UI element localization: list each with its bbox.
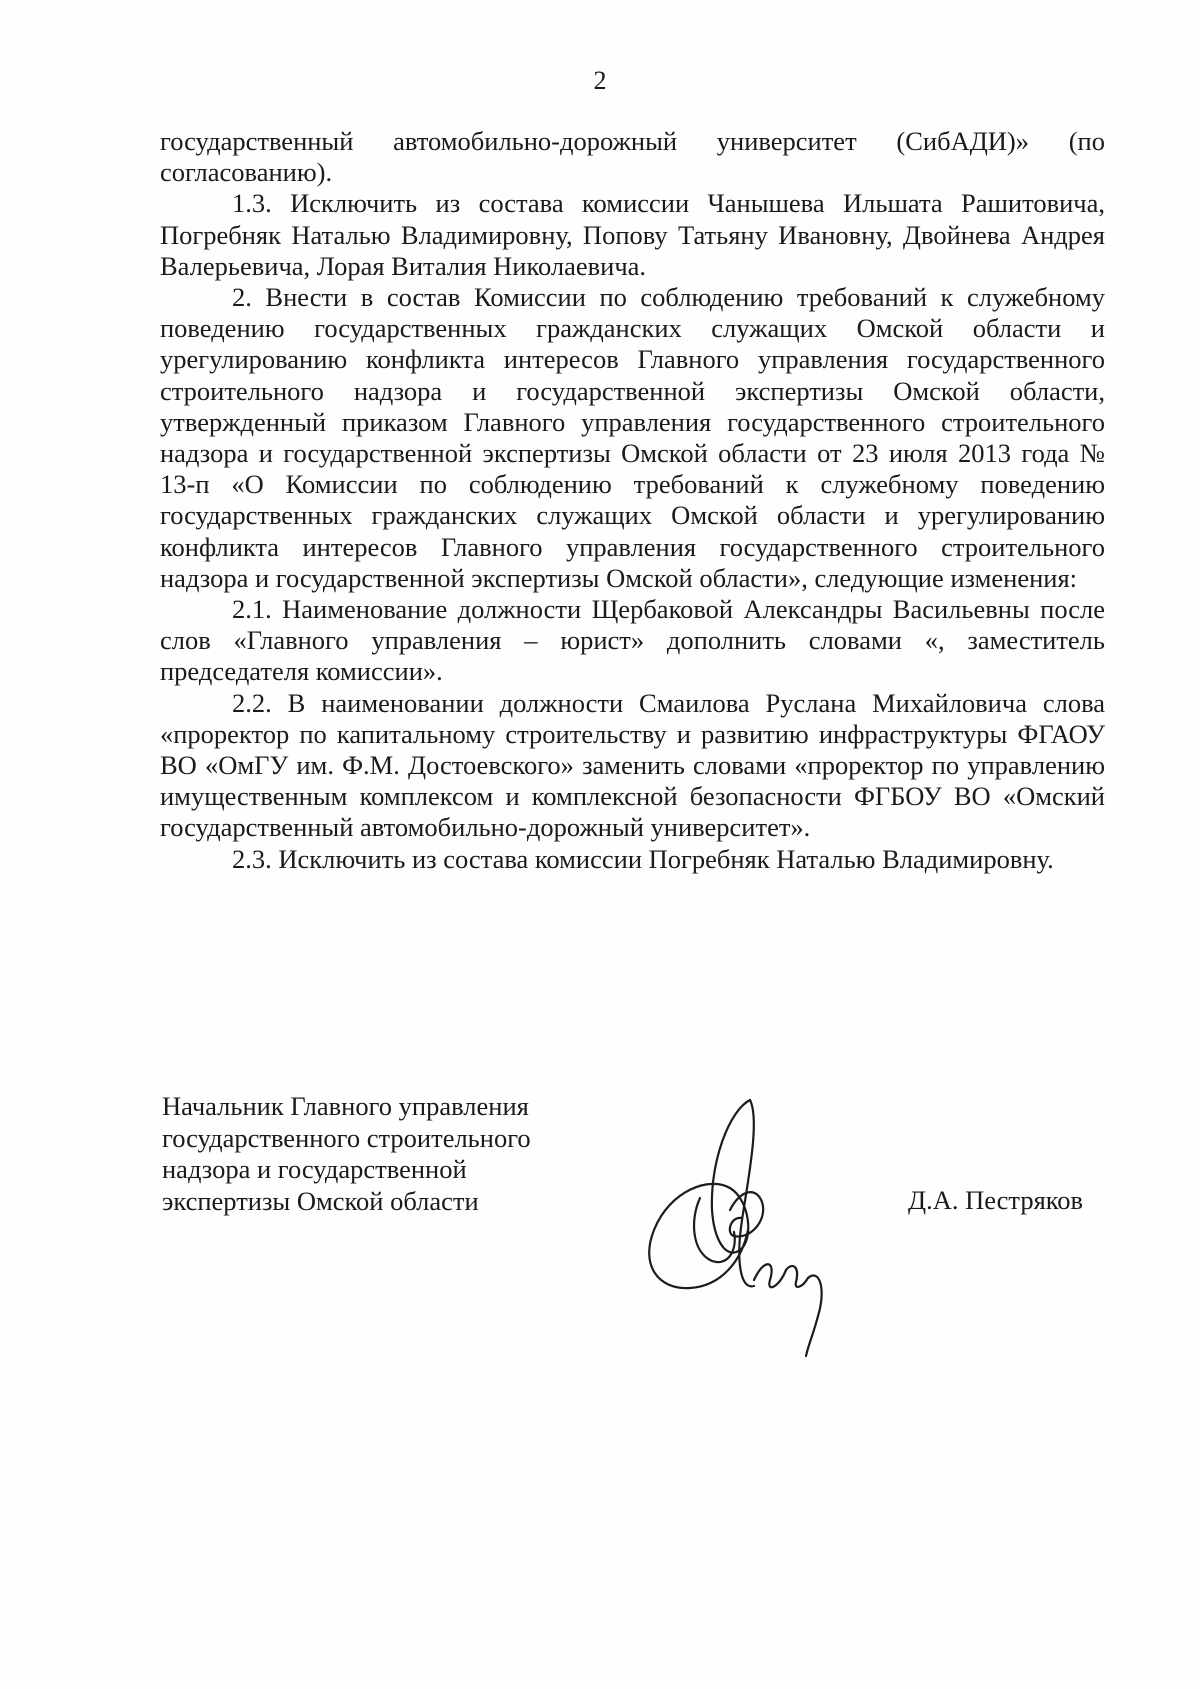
paragraph-continuation: государственный автомобильно-дорожный университет (СибАДИ)» (по согласованию). [160, 126, 1105, 188]
signatory-title-line: Начальник Главного управления [162, 1091, 529, 1121]
signatory-title-line: надзора и государственной [162, 1154, 467, 1184]
paragraph-2-1: 2.1. Наименование должности Щербаковой Александры Васильевны после слов «Главного управления – юрист» дополнить словами «, заместитель председателя комиссии». [160, 594, 1105, 687]
handwritten-signature [630, 1090, 860, 1360]
signatory-title [162, 1091, 531, 1217]
signatory-title-line: экспертизы Омской области [162, 1185, 479, 1216]
paragraph-2: 2. Внести в состав Комиссии по соблюдению требований к служебному поведению государственных гражданских служащих Омской области и урегулированию конфликта интересов Главного управления государственного строительного надзора и государственной экспертизы Омской области, утвержденный приказом Главного управления государственного строительного надзора и государственной экспертизы Омской области от 23 июля 2013 года № 13-п «О Комиссии по соблюдению требований к служебному поведению государственных гражданских служащих Омской области и урегулированию конфликта интересов Главного управления государственного строительного надзора и государственной экспертизы Омской области», следующие изменения: [160, 282, 1105, 593]
paragraph-2-3: 2.3. Исключить из состава комиссии Погребняк Наталью Владимировну. [232, 843, 1054, 874]
paragraph-2-2: 2.2. В наименовании должности Смаилова Руслана Михайловича слова «проректор по капитальному строительству и развитию инфраструктуры ФГАОУ ВО «ОмГУ им. Ф.М. Достоевского» заменить словами «проректор по управлению имущественным комплексом и комплексной безопасности ФГБОУ ВО «Омский государственный автомобильно-дорожный университет». [160, 687, 1105, 843]
paragraph-1-3: 1.3. Исключить из состава комиссии Чанышева Ильшата Рашитовича, Погребняк Наталью Владимировну, Попову Татьяну Ивановну, Двойнева Андрея Валерьевича, Лорая Виталия Николаевича. [160, 188, 1105, 281]
signatory-title-line: государственного строительного [162, 1122, 531, 1153]
signer-name: Д.А. Пестряков [908, 1185, 1084, 1215]
page-number: 2 [593, 66, 607, 95]
document-body [160, 126, 1105, 875]
